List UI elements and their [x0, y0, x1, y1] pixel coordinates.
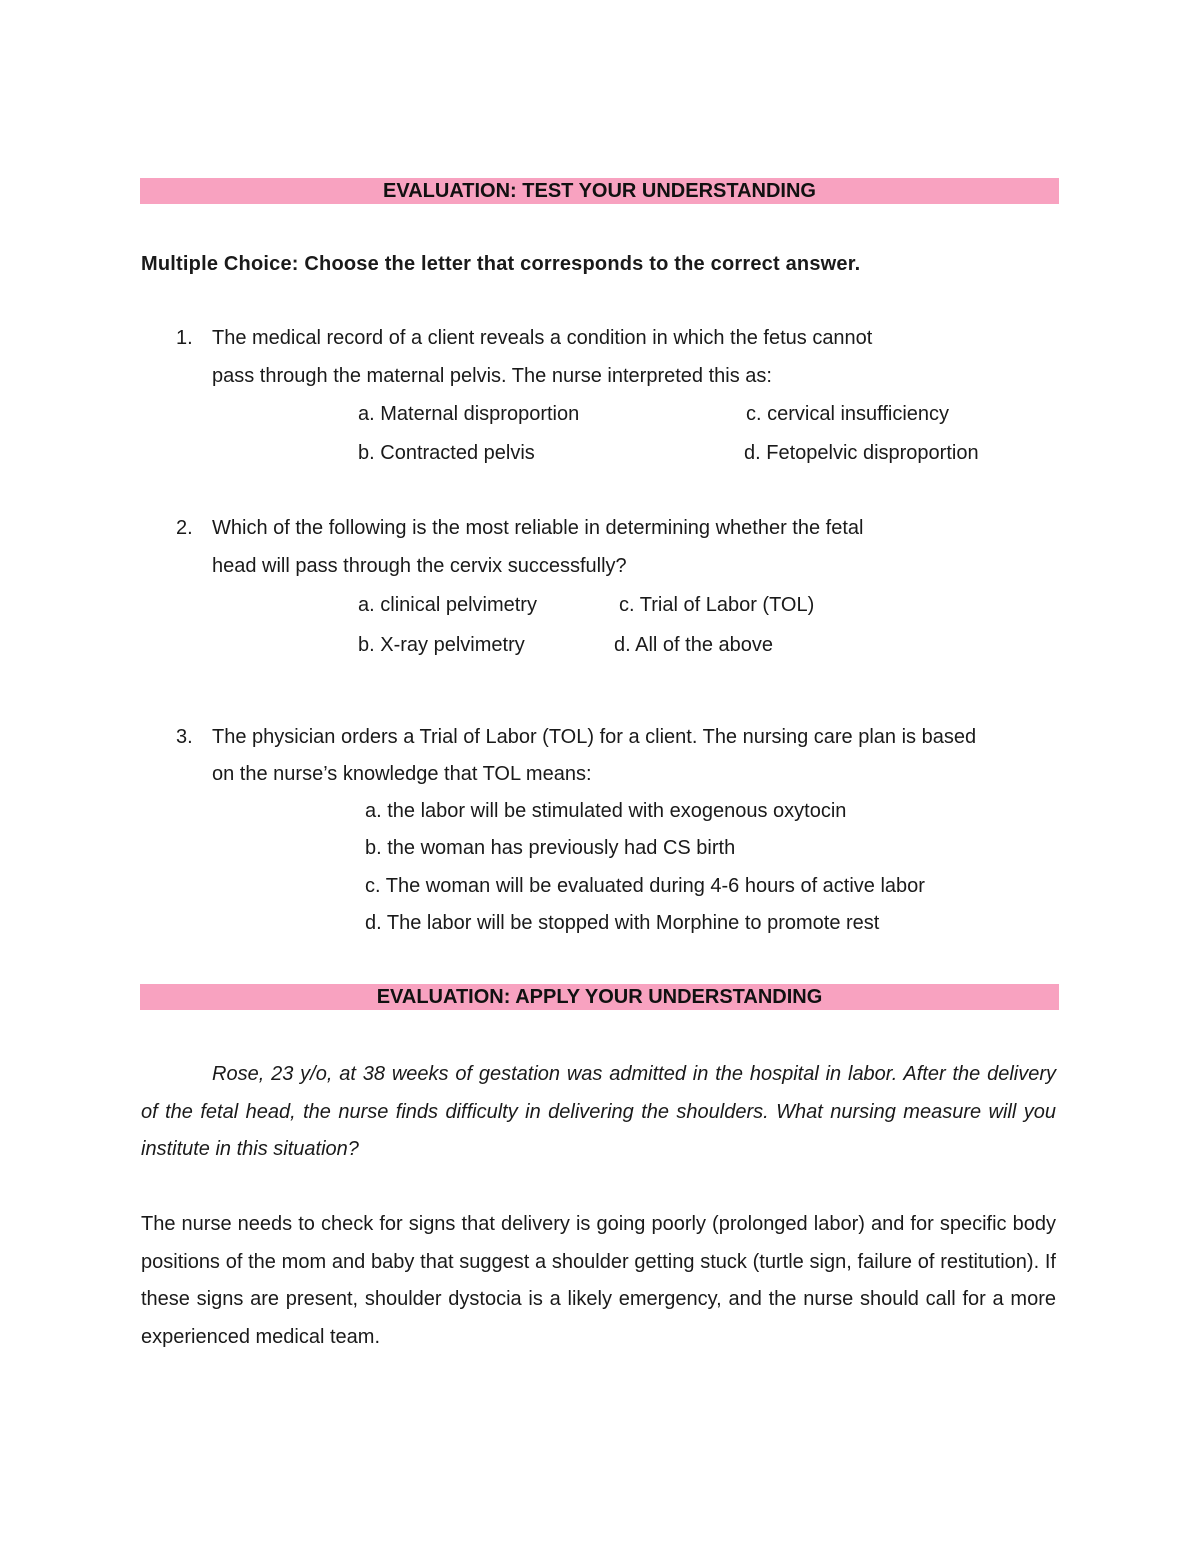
- option-b: [358, 442, 535, 465]
- option-text: The woman will be evaluated during 4-6 hours of active labor: [385, 875, 925, 897]
- option-a: [358, 403, 579, 426]
- option-text: cervical insufficiency: [767, 403, 950, 425]
- option-text: Contracted pelvis: [380, 442, 535, 464]
- question-text-line: Which of the following is the most reliable in determining whether the fetal: [212, 517, 864, 539]
- option-letter: c.: [619, 594, 635, 616]
- option-c: [365, 875, 925, 898]
- option-letter: d.: [614, 634, 631, 656]
- option-text: The labor will be stopped with Morphine to promote rest: [386, 912, 880, 934]
- question-number: 2.: [176, 517, 193, 539]
- option-letter: a.: [358, 403, 375, 425]
- option-text: X-ray pelvimetry: [380, 634, 525, 656]
- option-text: clinical pelvimetry: [380, 594, 537, 616]
- option-text: Fetopelvic disproportion: [766, 442, 979, 464]
- option-d: [744, 442, 979, 465]
- option-letter: b.: [365, 837, 382, 859]
- section-header-apply: EVALUATION: APPLY YOUR UNDERSTANDING: [140, 984, 1059, 1010]
- question-number: 1.: [176, 327, 193, 349]
- option-letter: b.: [358, 442, 375, 464]
- section-header-test: EVALUATION: TEST YOUR UNDERSTANDING: [140, 178, 1059, 204]
- option-letter: d.: [744, 442, 761, 464]
- case-scenario: Rose, 23 y/o, at 38 weeks of gestation was admitted in the hospital in labor. After the delivery of the fetal head, the nurse finds difficulty in delivering the shoulders. What nursing measure will you institute in this situation?: [141, 1063, 1056, 1160]
- question-text-line: The physician orders a Trial of Labor (TOL) for a client. The nursing care plan is based: [212, 726, 977, 748]
- option-letter: a.: [358, 594, 375, 616]
- option-b: [358, 634, 525, 657]
- question-text-line: head will pass through the cervix successfully?: [212, 555, 627, 577]
- option-text: All of the above: [635, 634, 774, 656]
- option-text: the woman has previously had CS birth: [387, 837, 736, 859]
- option-text: Trial of Labor (TOL): [639, 594, 815, 616]
- option-c: [746, 403, 949, 426]
- question-number: 3.: [176, 726, 193, 748]
- option-letter: b.: [358, 634, 375, 656]
- option-text: Maternal disproportion: [380, 403, 580, 425]
- answer-paragraph: The nurse needs to check for signs that delivery is going poorly (prolonged labor) and for specific body positions of the mom and baby that suggest a shoulder getting stuck (turtle sign, failure of restitution). If these signs are present, shoulder dystocia is a likely emergency, and the nurse should call for a more experienced medical team.: [141, 1213, 1056, 1348]
- option-b: [365, 837, 735, 860]
- option-c: [619, 594, 814, 617]
- option-d: [614, 634, 773, 657]
- option-a: [358, 594, 537, 617]
- question-text-line: pass through the maternal pelvis. The nurse interpreted this as:: [212, 365, 772, 387]
- option-letter: a.: [365, 800, 382, 822]
- question-text-line: The medical record of a client reveals a condition in which the fetus cannot: [212, 327, 873, 349]
- option-text: the labor will be stimulated with exogenous oxytocin: [387, 800, 847, 822]
- option-letter: d.: [365, 912, 382, 934]
- instructions: Multiple Choice: Choose the letter that corresponds to the correct answer.: [141, 253, 861, 275]
- question-text-line: on the nurse’s knowledge that TOL means:: [212, 763, 592, 785]
- option-d: [365, 912, 879, 935]
- option-a: [365, 800, 846, 823]
- option-letter: c.: [365, 875, 381, 897]
- option-letter: c.: [746, 403, 762, 425]
